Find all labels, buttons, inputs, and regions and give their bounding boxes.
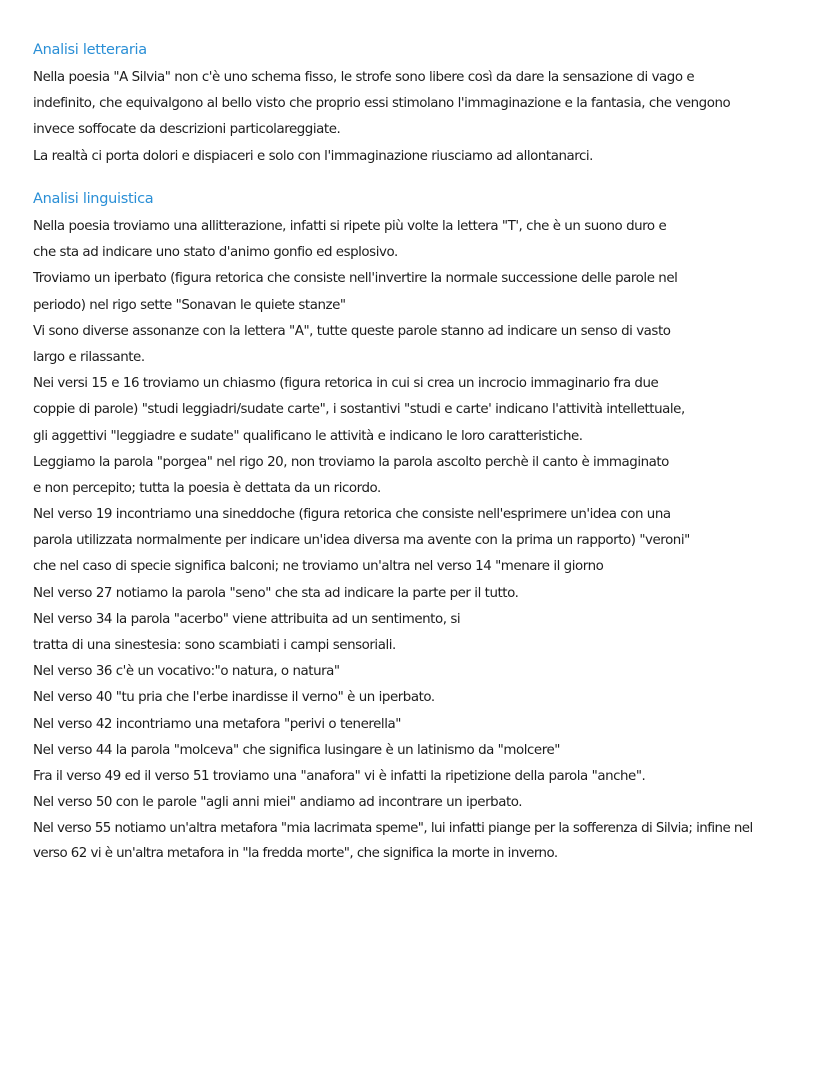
text-line: e non percepito; tutta la poesia è dettata da un ricordo. — [33, 480, 381, 496]
text-line: Nel verso 40 "tu pria che l'erbe inardisse il verno" è un iperbato. — [33, 690, 435, 706]
text-line: La realtà ci porta dolori e dispiaceri e solo con l'immaginazione riusciamo ad allontanarci. — [33, 148, 593, 164]
text-line: Nei versi 15 e 16 troviamo un chiasmo (figura retorica in cui si crea un incrocio immaginario fra due — [33, 376, 659, 392]
text-line: indefinito, che equivalgono al bello visto che proprio essi stimolano l'immaginazione e la fantasia, che vengono — [33, 96, 731, 112]
text-line: Nel verso 44 la parola "molceva" che significa lusingare è un latinismo da "molcere" — [33, 742, 560, 758]
text-line: verso 62 vi è un'altra metafora in "la fredda morte", che significa la morte in inverno. — [33, 846, 558, 862]
text-line: Nel verso 34 la parola "acerbo" viene attribuita ad un sentimento, si — [33, 611, 461, 627]
text-line: parola utilizzata normalmente per indicare un'idea diversa ma avente con la prima un rapporto) "veroni" — [33, 533, 690, 549]
text-line: gli aggettivi "leggiadre e sudate" qualificano le attività e indicano le loro caratteristiche. — [33, 428, 583, 444]
text-line: Nella poesia "A Silvia" non c'è uno schema fisso, le strofe sono libere così da dare la sensazione di vago e — [33, 70, 695, 85]
text-line: Leggiamo la parola "porgea" nel rigo 20, non troviamo la parola ascolto perchè il canto è immaginato — [33, 454, 669, 470]
text-line: Nel verso 36 c'è un vocativo:"o natura, o natura" — [33, 664, 340, 680]
paragraph-lines — [33, 65, 823, 170]
text-line: Vi sono diverse assonanze con la lettera "A", tutte queste parole stanno ad indicare un senso di vasto — [33, 323, 671, 339]
text-line: Fra il verso 49 ed il verso 51 troviamo una "anafora" vi è infatti la ripetizione della parola "anche". — [33, 768, 646, 784]
text-line: coppie di parole) "studi leggiadri/sudate carte", i sostantivi "studi e carte' indicano l'attività intellettuale, — [33, 402, 685, 418]
text-line: che sta ad indicare uno stato d'animo gonfio ed esplosivo. — [33, 245, 398, 261]
text-line: Nel verso 27 notiamo la parola "seno" che sta ad indicare la parte per il tutto. — [33, 585, 519, 601]
paragraph-lines — [33, 214, 823, 816]
text-line: Troviamo un iperbato (figura retorica che consiste nell'invertire la normale successione delle parole nel — [33, 271, 678, 287]
section-analisi-letteraria — [33, 40, 823, 170]
text-line: Nel verso 42 incontriamo una metafora "perivi o tenerella" — [33, 716, 401, 732]
section-analisi-linguistica — [33, 189, 823, 866]
section-heading: Analisi linguistica — [33, 191, 154, 207]
text-line: Nel verso 55 notiamo un'altra metafora "mia lacrimata speme", lui infatti piange per la sofferenza di Silvia; infine nel — [33, 821, 753, 837]
text-line: che nel caso di specie significa balconi; ne troviamo un'altra nel verso 14 "menare il giorno — [33, 559, 604, 575]
final-paragraph-lines — [33, 816, 823, 866]
text-line: largo e rilassante. — [33, 349, 145, 365]
text-line: tratta di una sinestesia: sono scambiati i campi sensoriali. — [33, 638, 396, 653]
text-line: Nella poesia troviamo una allitterazione, infatti si ripete più volte la lettera "T', che è un suono duro e — [33, 219, 667, 234]
section-heading: Analisi letteraria — [33, 42, 147, 58]
text-line: Nel verso 50 con le parole "agli anni miei" andiamo ad incontrare un iperbato. — [33, 795, 523, 811]
text-line: invece soffocate da descrizioni particolareggiate. — [33, 122, 341, 138]
text-line: periodo) nel rigo sette "Sonavan le quiete stanze" — [33, 297, 346, 313]
text-line: Nel verso 19 incontriamo una sineddoche (figura retorica che consiste nell'esprimere un'idea con una — [33, 507, 671, 523]
